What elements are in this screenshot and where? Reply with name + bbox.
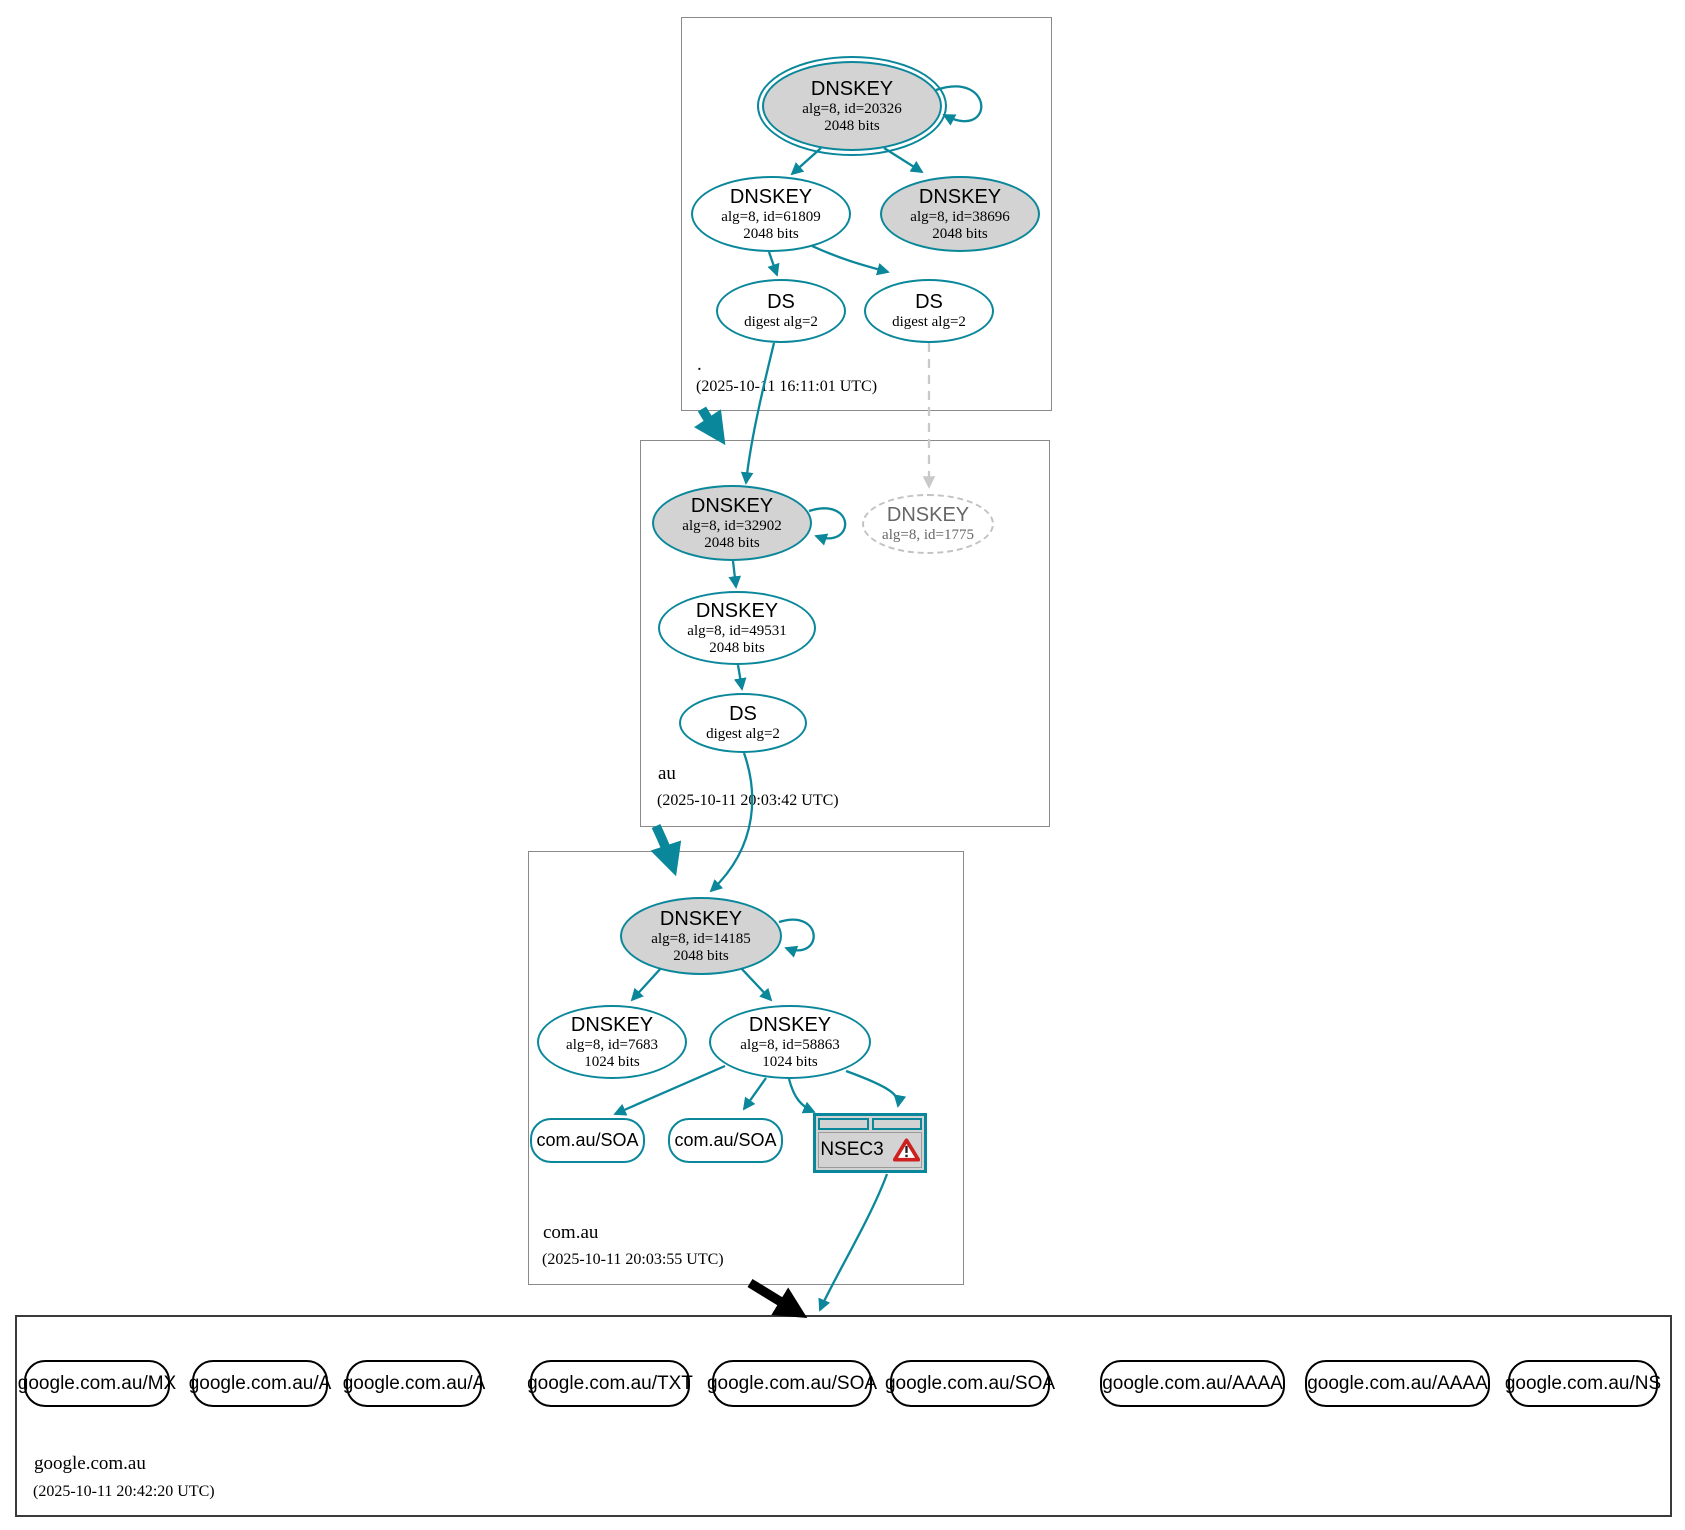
- dnskey-meta: alg=8, id=7683: [566, 1036, 658, 1053]
- zone-timestamp-root: (2025-10-11 16:11:01 UTC): [696, 378, 878, 395]
- nsec3-node-comau[interactable]: [813, 1113, 927, 1173]
- dnskey-meta: alg=8, id=32902: [682, 517, 782, 534]
- dnskey-bits: 2048 bits: [932, 225, 988, 242]
- nsec3-header-cell-left: [818, 1118, 869, 1130]
- rrset-label: google.com.au/TXT: [527, 1372, 693, 1394]
- rrset-node-comau-soa-2[interactable]: [668, 1118, 783, 1163]
- rrset-node-comau-soa-1[interactable]: [530, 1118, 645, 1163]
- rrset-label: google.com.au/MX: [17, 1372, 177, 1394]
- dnskey-node-au-1775-missing[interactable]: [862, 494, 994, 554]
- rrset-node-google-txt[interactable]: [527, 1360, 693, 1407]
- rrset-node-google-a-2[interactable]: [342, 1360, 486, 1407]
- warning-icon: [893, 1138, 920, 1162]
- dnskey-node-au-ksk-32902[interactable]: [652, 485, 812, 561]
- rrset-label: google.com.au/SOA: [884, 1372, 1056, 1394]
- dnskey-title: DNSKEY: [695, 599, 779, 622]
- zone-label-com-au: com.au: [543, 1222, 599, 1243]
- ds-meta: digest alg=2: [706, 726, 780, 742]
- zone-label-google-com-au: google.com.au: [34, 1453, 146, 1474]
- ds-title: DS: [729, 703, 757, 725]
- zone-timestamp-au: (2025-10-11 20:03:42 UTC): [657, 792, 839, 809]
- dnskey-node-au-zsk-49531[interactable]: [658, 591, 816, 665]
- dnskey-meta: alg=8, id=58863: [740, 1036, 840, 1053]
- dnskey-bits: 2048 bits: [709, 639, 765, 656]
- rrset-node-google-mx[interactable]: [17, 1360, 177, 1407]
- rrset-label: com.au/SOA: [674, 1130, 777, 1150]
- dnskey-meta: alg=8, id=49531: [687, 622, 787, 639]
- ds-meta: digest alg=2: [744, 314, 818, 330]
- dnskey-node-root-ksk2-38696[interactable]: [880, 176, 1040, 252]
- dnskey-meta: alg=8, id=61809: [721, 208, 821, 225]
- dnskey-node-comau-7683[interactable]: [537, 1005, 687, 1079]
- dnskey-node-comau-ksk-14185[interactable]: [620, 897, 782, 975]
- rrset-label: com.au/SOA: [536, 1130, 639, 1150]
- rrset-label: google.com.au/A: [188, 1372, 332, 1394]
- dnskey-meta: alg=8, id=38696: [910, 208, 1010, 225]
- nsec3-body: [818, 1132, 922, 1168]
- nsec3-header-cell-right: [872, 1118, 923, 1130]
- dnskey-title: DNSKEY: [918, 185, 1002, 208]
- dnskey-title: DNSKEY: [729, 185, 813, 208]
- dnskey-title: DNSKEY: [659, 907, 743, 930]
- rrset-node-google-soa-1[interactable]: [706, 1360, 878, 1407]
- dnskey-node-root-zsk-61809[interactable]: [691, 176, 851, 252]
- dnskey-node-root-ksk-20326[interactable]: [762, 61, 942, 151]
- zone-label-au: au: [658, 763, 676, 784]
- zone-timestamp-google-com-au: (2025-10-11 20:42:20 UTC): [33, 1483, 215, 1500]
- dnskey-meta: alg=8, id=1775: [882, 527, 974, 543]
- dnskey-bits: 2048 bits: [743, 225, 799, 242]
- rrset-node-google-ns[interactable]: [1504, 1360, 1662, 1407]
- ds-title: DS: [767, 291, 795, 313]
- ds-node-au[interactable]: [679, 693, 807, 753]
- dnskey-bits: 2048 bits: [673, 947, 729, 964]
- dnskey-meta: alg=8, id=20326: [802, 100, 902, 117]
- delegation-arrow-root-to-au: [702, 409, 720, 437]
- rrset-label: google.com.au/NS: [1504, 1372, 1662, 1394]
- rrset-label: google.com.au/AAAA: [1102, 1372, 1283, 1394]
- rrset-node-google-soa-2[interactable]: [884, 1360, 1056, 1407]
- dnskey-title: DNSKEY: [570, 1013, 654, 1036]
- dnskey-title: DNSKEY: [690, 494, 774, 517]
- dnskey-bits: 1024 bits: [584, 1053, 640, 1070]
- dnskey-bits: 1024 bits: [762, 1053, 818, 1070]
- ds-title: DS: [915, 291, 943, 313]
- ds-node-root-1[interactable]: [716, 279, 846, 343]
- dnskey-meta: alg=8, id=14185: [651, 930, 751, 947]
- dnskey-title: DNSKEY: [810, 77, 894, 100]
- rrset-label: google.com.au/A: [342, 1372, 486, 1394]
- rrset-node-google-aaaa-1[interactable]: [1100, 1360, 1285, 1407]
- dnskey-bits: 2048 bits: [704, 534, 760, 551]
- zone-label-root: .: [697, 354, 702, 375]
- rrset-node-google-a-1[interactable]: [188, 1360, 332, 1407]
- nsec3-header-cells: [816, 1116, 924, 1130]
- delegation-arrow-comau-to-google-insecure: [750, 1283, 799, 1313]
- rrset-label: google.com.au/AAAA: [1307, 1372, 1488, 1394]
- nsec3-label: NSEC3: [820, 1139, 884, 1160]
- zone-timestamp-com-au: (2025-10-11 20:03:55 UTC): [542, 1251, 724, 1268]
- rrset-node-google-aaaa-2[interactable]: [1305, 1360, 1490, 1407]
- rrset-label: google.com.au/SOA: [706, 1372, 878, 1394]
- zone-box-google-com-au: [15, 1315, 1672, 1517]
- dnskey-node-comau-58863[interactable]: [709, 1005, 871, 1079]
- ds-node-root-2[interactable]: [864, 279, 994, 343]
- dnskey-bits: 2048 bits: [824, 117, 880, 134]
- dnskey-title: DNSKEY: [748, 1013, 832, 1036]
- ds-meta: digest alg=2: [892, 314, 966, 330]
- dnskey-title: DNSKEY: [886, 504, 970, 526]
